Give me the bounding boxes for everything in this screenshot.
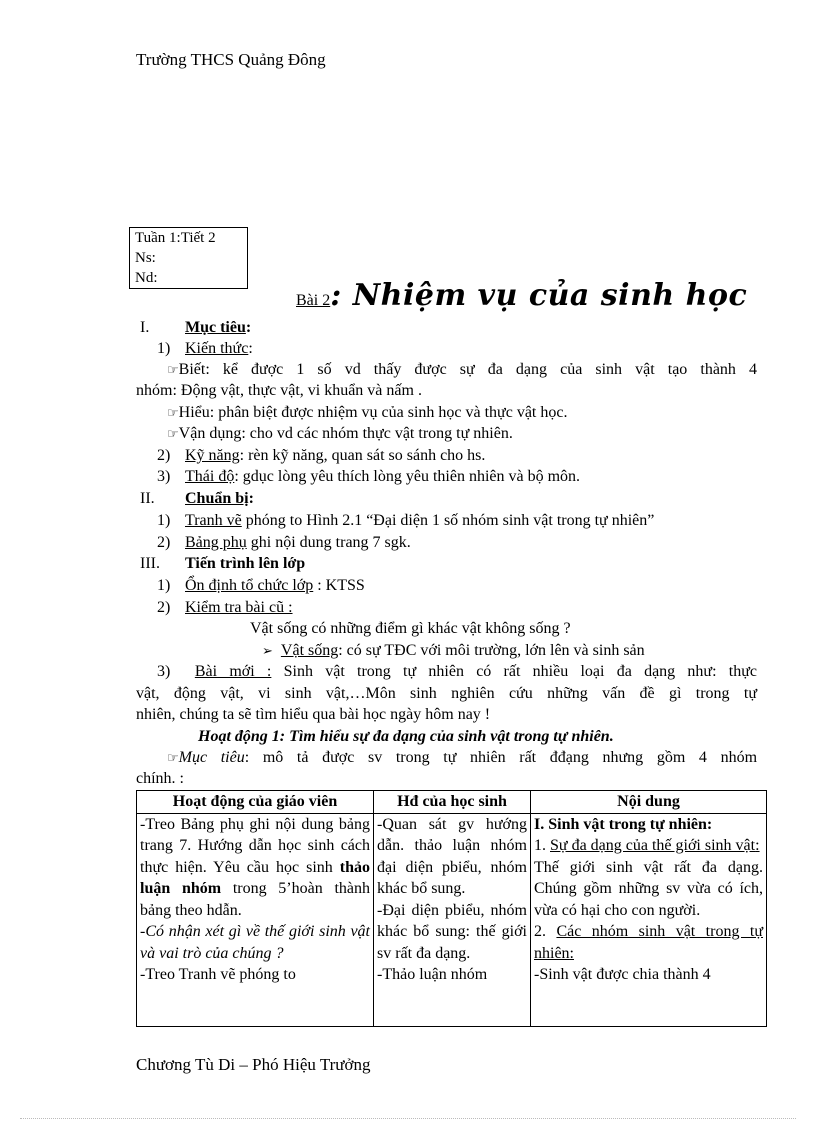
attitude-line: 3) Thái độ: gdục lòng yêu thích lòng yêu thiên nhiên và bộ môn. (157, 468, 581, 485)
pointer-icon: ☞ (167, 363, 179, 378)
pointer-icon: ☞ (167, 406, 179, 421)
review-question: Vật sống có những điểm gì khác vật không sống ? (250, 620, 571, 637)
section-title: Mục tiêu: (185, 319, 252, 336)
lesson-title (296, 278, 747, 313)
knowledge-heading: 1) Kiến thức: (157, 340, 253, 357)
new-lesson-3: nhiên, chúng ta sẽ tìm hiểu qua bài học ngày hôm nay ! (136, 706, 491, 723)
lesson-number: Bài 2 (296, 292, 331, 309)
lesson-info-box (129, 227, 248, 289)
table-row (137, 813, 767, 1026)
understand-text: ☞Hiểu: phân biệt được nhiệm vụ của sinh học và thực vật học. (167, 404, 568, 421)
know-text-2: nhóm: Động vật, thực vật, vi khuẩn và nấm . (136, 382, 422, 399)
apply-text: ☞Vận dụng: cho vd các nhóm thực vật trong tự nhiên. (167, 425, 513, 442)
activity-objective-2: chính. : (136, 770, 184, 787)
procedure-item-2: 2) Kiểm tra bài cũ : (157, 599, 293, 616)
section-procedure: III. Tiến trình lên lớp (140, 555, 306, 572)
page-divider (20, 1118, 796, 1119)
prep-item-1: 1) Tranh vẽ phóng to Hình 2.1 “Đại diện 1 số nhóm sinh vật trong tự nhiên” (157, 512, 655, 529)
review-answer: ➢ Vật sống: có sự TĐC với môi trường, lớn lên và sinh sản (262, 642, 645, 659)
ns-label: Ns: (135, 250, 156, 266)
skill-line: 2) Kỹ năng: rèn kỹ năng, quan sát so sánh cho hs. (157, 447, 486, 464)
week-label: Tuần 1:Tiết 2 (135, 230, 216, 246)
school-header: Trường THCS Quảng Đông (136, 50, 326, 69)
section-number: I. (140, 319, 150, 336)
arrowhead-icon: ➢ (262, 644, 273, 659)
procedure-item-1: 1) Ổn định tổ chức lớp : KTSS (157, 577, 365, 594)
pointer-icon: ☞ (167, 751, 179, 766)
pointer-icon: ☞ (167, 427, 179, 442)
author-footer: Chương Tù Di – Phó Hiệu Trưởng (136, 1055, 371, 1074)
section-preparation: II. Chuẩn bị: (140, 490, 254, 507)
teacher-cell: -Treo Bảng phụ ghi nội dung bảng trang 7. Hướng dẫn học sinh cách thực hiện. Yêu cầu học sinh thảo luận nhóm trong 5’hoàn thành bảng theo hdẫn. -Có nhận xét gì về thế giới sinh vật và vai trò của chúng ? -Treo Tranh vẽ phóng to (137, 813, 374, 1026)
new-lesson-2: vật, động vật, vi sinh vật,…Môn sinh nghiên cứu những vấn đề gì trong tự (136, 685, 757, 702)
content-cell: I. Sinh vật trong tự nhiên: 1. Sự đa dạng của thế giới sinh vật: Thế giới sinh vật rất đa dạng. Chúng gồm những sv vừa có ích, vừa có hại cho con người. 2. Các nhóm sinh vật trong tự nhiên: -Sinh vật được chia thành 4 (531, 813, 767, 1026)
activity-title: Hoạt động 1: Tìm hiểu sự đa dạng của sinh vật trong tự nhiên. (198, 728, 614, 745)
activity-table (136, 790, 767, 1027)
student-cell: -Quan sát gv hướng dẫn. thảo luận nhóm đại diện pbiểu, nhóm khác bổ sung. -Đại diện pbiểu, nhóm khác bổ sung: thế giới sv rất đa dạng. -Thảo luận nhóm (374, 813, 531, 1026)
table-header-row (137, 791, 767, 814)
activity-objective-1: ☞Mục tiêu: mô tả được sv trong tự nhiên rất đđạng nhưng gồm 4 nhóm (167, 749, 758, 766)
section-objectives (140, 317, 252, 338)
lesson-name: : Nhiệm vụ của sinh học (330, 278, 748, 313)
prep-item-2: 2) Bảng phụ ghi nội dung trang 7 sgk. (157, 534, 411, 551)
new-lesson-1: 3) Bài mới : Sinh vật trong tự nhiên có rất nhiều loại đa dạng như: thực (157, 663, 758, 680)
table-header: Nội dung (531, 791, 767, 814)
table-header: Hoạt động của giáo viên (137, 791, 374, 814)
table-header: Hđ của học sinh (374, 791, 531, 814)
know-text-1: ☞Biết: kể được 1 số vd thấy được sự đa dạng của sinh vật tạo thành 4 (167, 361, 757, 378)
nd-label: Nd: (135, 270, 158, 286)
